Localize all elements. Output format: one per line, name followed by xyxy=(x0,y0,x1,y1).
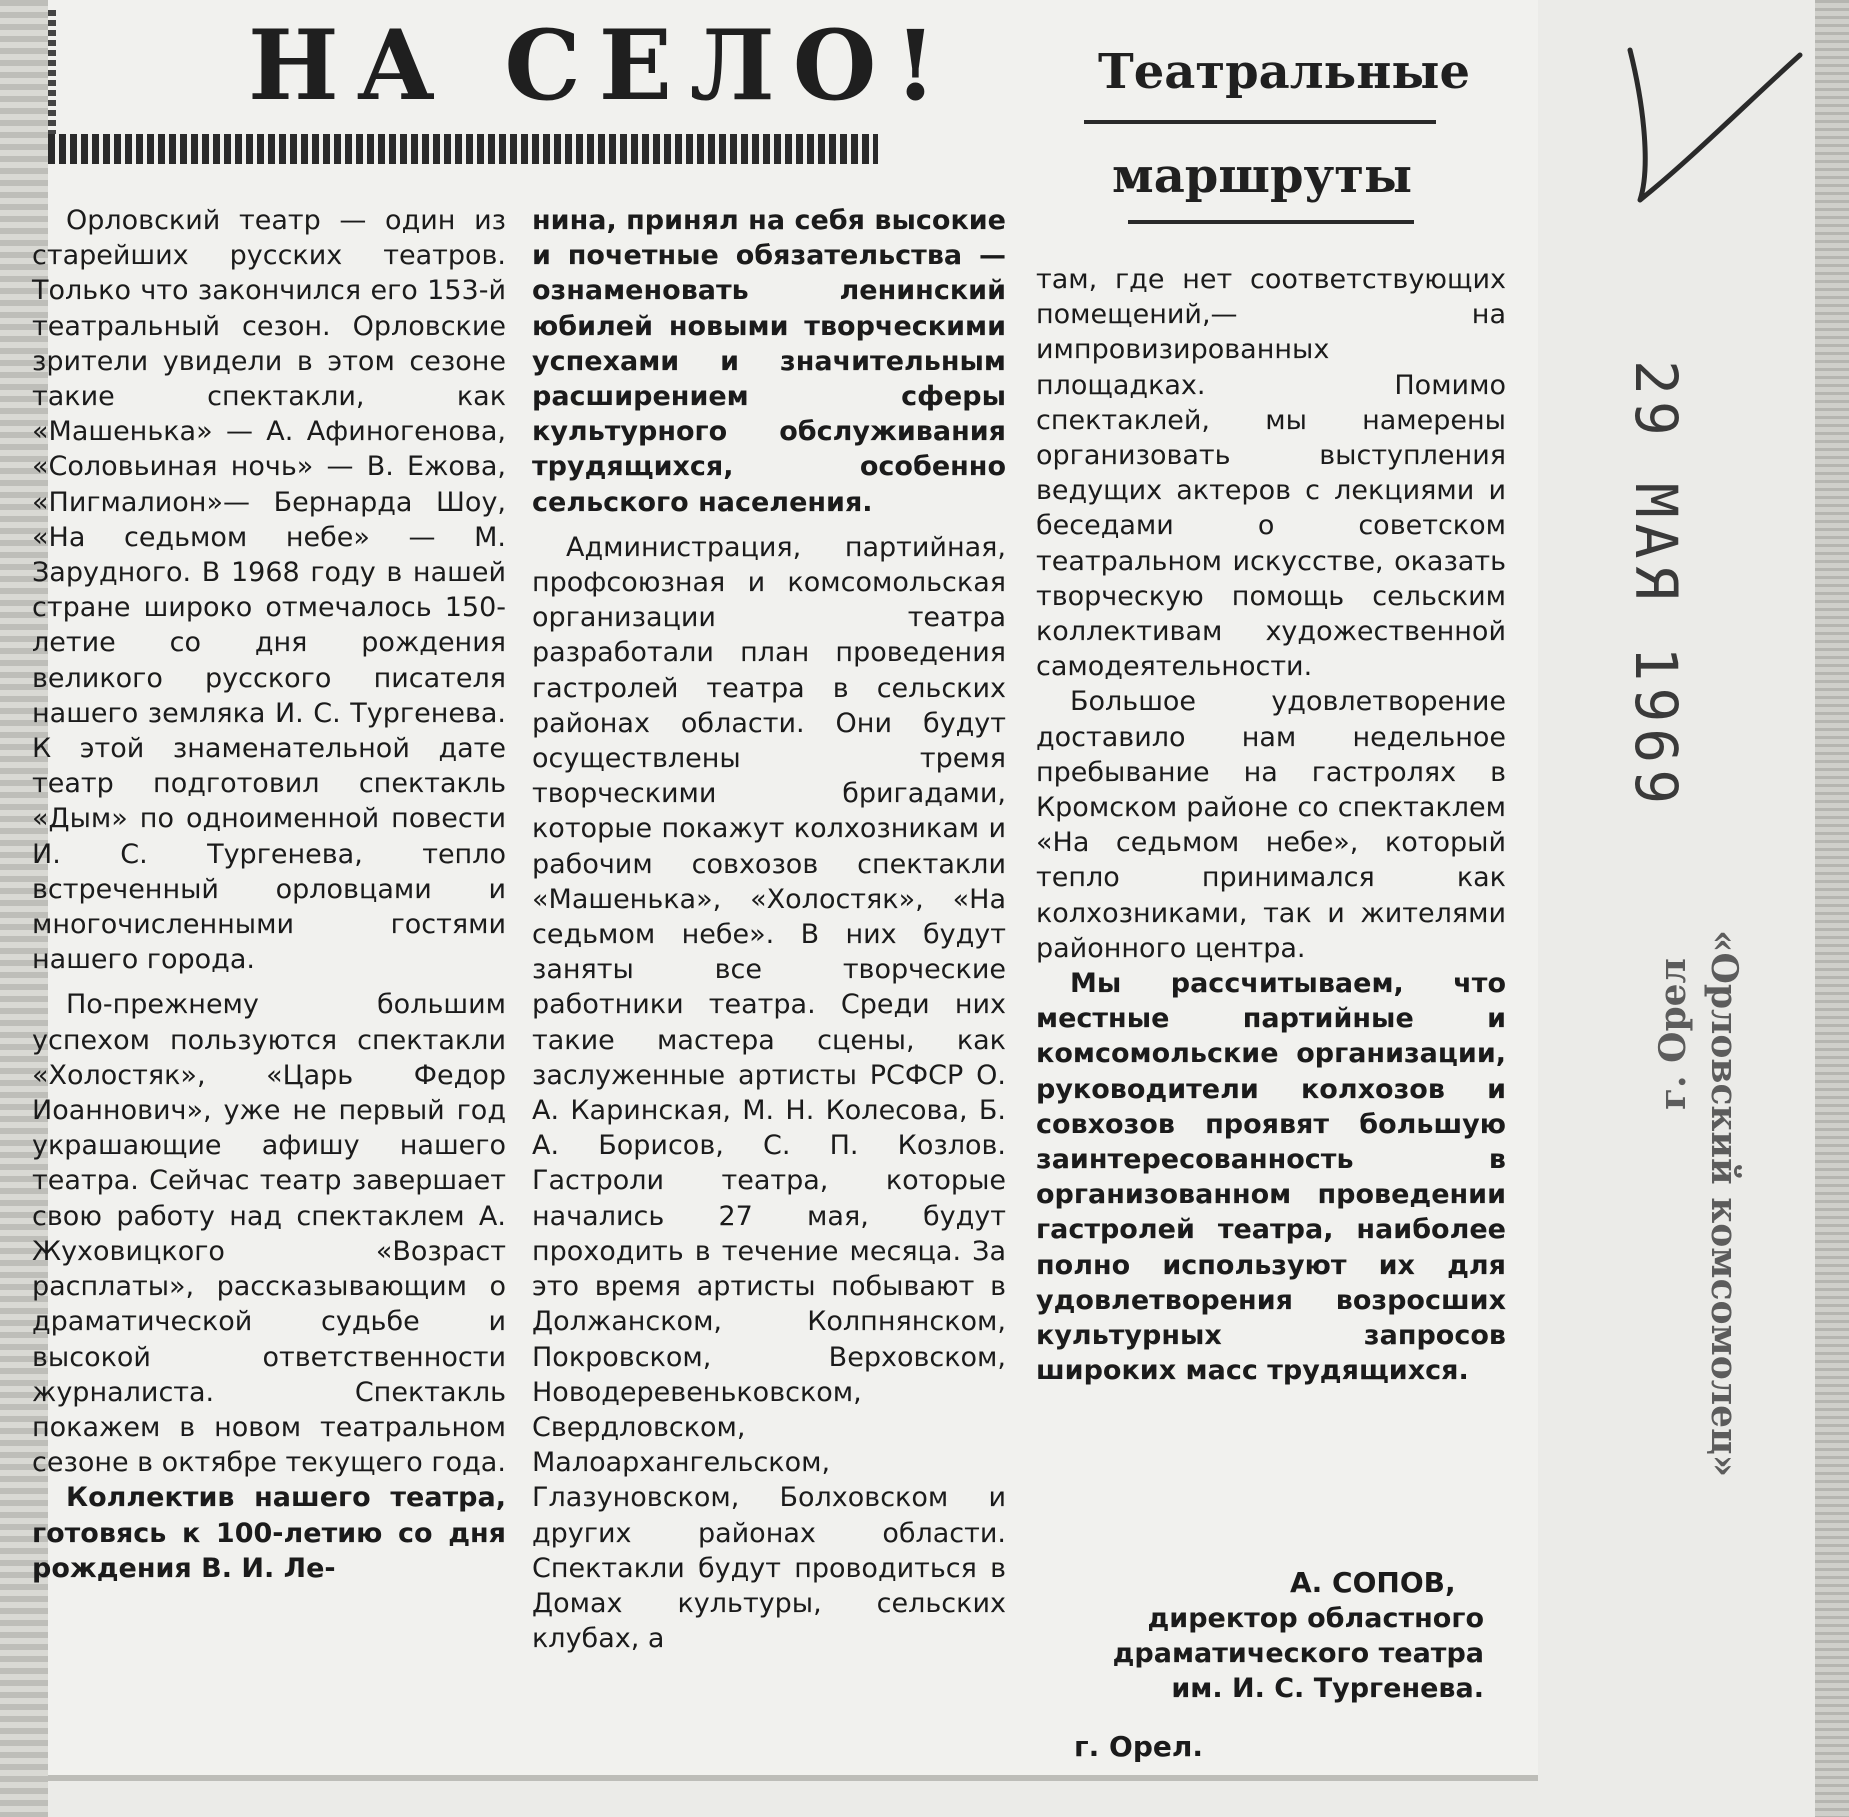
rubric-rule-top xyxy=(1084,120,1436,124)
rubric-title-line1: Театральные xyxy=(1098,44,1470,100)
paragraph: там, где нет соответствующих помещений,— на импровизированных площадках. Помимо спектаклей, мы намерены организовать выступления ведущих актеров с лекциями и беседами о советском театральном искусстве, оказать творческую помощь сельским коллективам художественной самодеятельности. xyxy=(1036,264,1506,683)
headline-vertical-hatch xyxy=(48,10,56,135)
article-column-1 xyxy=(32,203,506,1586)
author-name: А. СОПОВ, xyxy=(1290,1566,1456,1599)
paragraph: Коллектив нашего театра, готовясь к 100-летию со дня рождения В. И. Ле- xyxy=(32,1482,506,1584)
paragraph: Орловский театр — один из старейших русских театров. Только что закончился его 153-й театральный сезон. Орловские зрители увидели в этом сезоне такие спектакли, как «Машенька» — А. Афиногенова, «Соловьиная ночь» — В. Ежова, «Пигмалион»— Бернарда Шоу, «На седьмом небе» — М. Зарудного. В 1968 году в нашей стране широко отмечалось 150-летие со дня рождения великого русского писателя нашего земляка И. С. Тургенева. К этой знаменательной дате театр подготовил спектакль «Дым» по одноименной повести И. С. Тургенева, тепло встреченный орловцами и многочисленными гостями нашего города. xyxy=(32,205,506,976)
article-headline: НА СЕЛО! xyxy=(248,9,955,122)
source-city-stamp: г. Орел xyxy=(1652,958,1694,1110)
source-stamp: «Орловский комсомолец» xyxy=(1703,930,1745,1478)
paragraph: Мы рассчитываем, что местные партийные и комсомольские организации, руководители колхозов и совхозов проявят большую заинтересованность в организованном проведении гастролей театра, наиболее полно используют их для удовлетворения возросших культурных запросов широких масс трудящихся. xyxy=(1036,968,1506,1387)
paragraph: Администрация, партийная, профсоюзная и комсомольская организации театра разработали план проведения гастролей театра в сельских районах области. Они будут осуществлены тремя творческими бригадами, которые покажут колхозникам и рабочим совхозов спектакли «Машенька», «Холостяк», «На седьмом небе». В них будут заняты все творческие работники театра. Среди них такие мастера сцены, как заслуженные артисты РСФСР О. А. Каринская, М. Н. Колесова, Б. А. Борисов, С. П. Козлов. Гастроли театра, которые начались 27 мая, будут проходить в течение месяца. За это время артисты побывают в Должанском, Колпнянском, Покровском, Верховском, Новодеревеньковском, Свердловском, Малоархангельском, Глазуновском, Болховском и других районах области. Спектакли будут проводиться в Домах культуры, сельских клубах, а xyxy=(532,531,1006,1655)
article-column-3 xyxy=(1036,262,1506,1389)
author-role-line: директор областного xyxy=(1147,1603,1484,1634)
paragraph: нина, принял на себя высокие и почетные обязательства — ознаменовать ленинский юбилей новыми творческими успехами и значительным расширением сферы культурного обслуживания трудящихся, особенно сельского населения. xyxy=(532,205,1006,518)
author-role-line: им. И. С. Тургенева. xyxy=(1171,1673,1484,1704)
rubric-title-line2: маршруты xyxy=(1112,148,1413,204)
rubric-rule-bottom xyxy=(1128,220,1414,224)
paragraph: По-прежнему большим успехом пользуются спектакли «Холостяк», «Царь Федор Иоаннович», уже не первый год украшающие афишу нашего театра. Сейчас театр завершает свою работу над спектаклем А. Жуховицкого «Возраст расплаты», рассказывающим о драматической судьбе и высокой ответственности журналиста. Спектакль покажем в новом театральном сезоне в октябре текущего года. xyxy=(32,989,506,1479)
dateline-city: г. Орел. xyxy=(1074,1730,1203,1763)
headline-hatch-rule xyxy=(48,134,878,164)
date-stamp: 29 МАЯ 1969 xyxy=(1622,360,1690,811)
handwritten-check-icon xyxy=(1610,40,1810,210)
author-role xyxy=(1084,1601,1484,1706)
author-role-line: драматического театра xyxy=(1112,1638,1484,1669)
article-column-2 xyxy=(532,203,1006,1656)
scan-right-edge xyxy=(1815,0,1849,1817)
clipping-shadow xyxy=(48,1775,1538,1781)
paragraph: Большое удовлетворение доставило нам недельное пребывание на гастролях в Кромском районе со спектаклем «На седьмом небе», который тепло принимался как колхозниками, так и жителями районного центра. xyxy=(1036,686,1506,964)
